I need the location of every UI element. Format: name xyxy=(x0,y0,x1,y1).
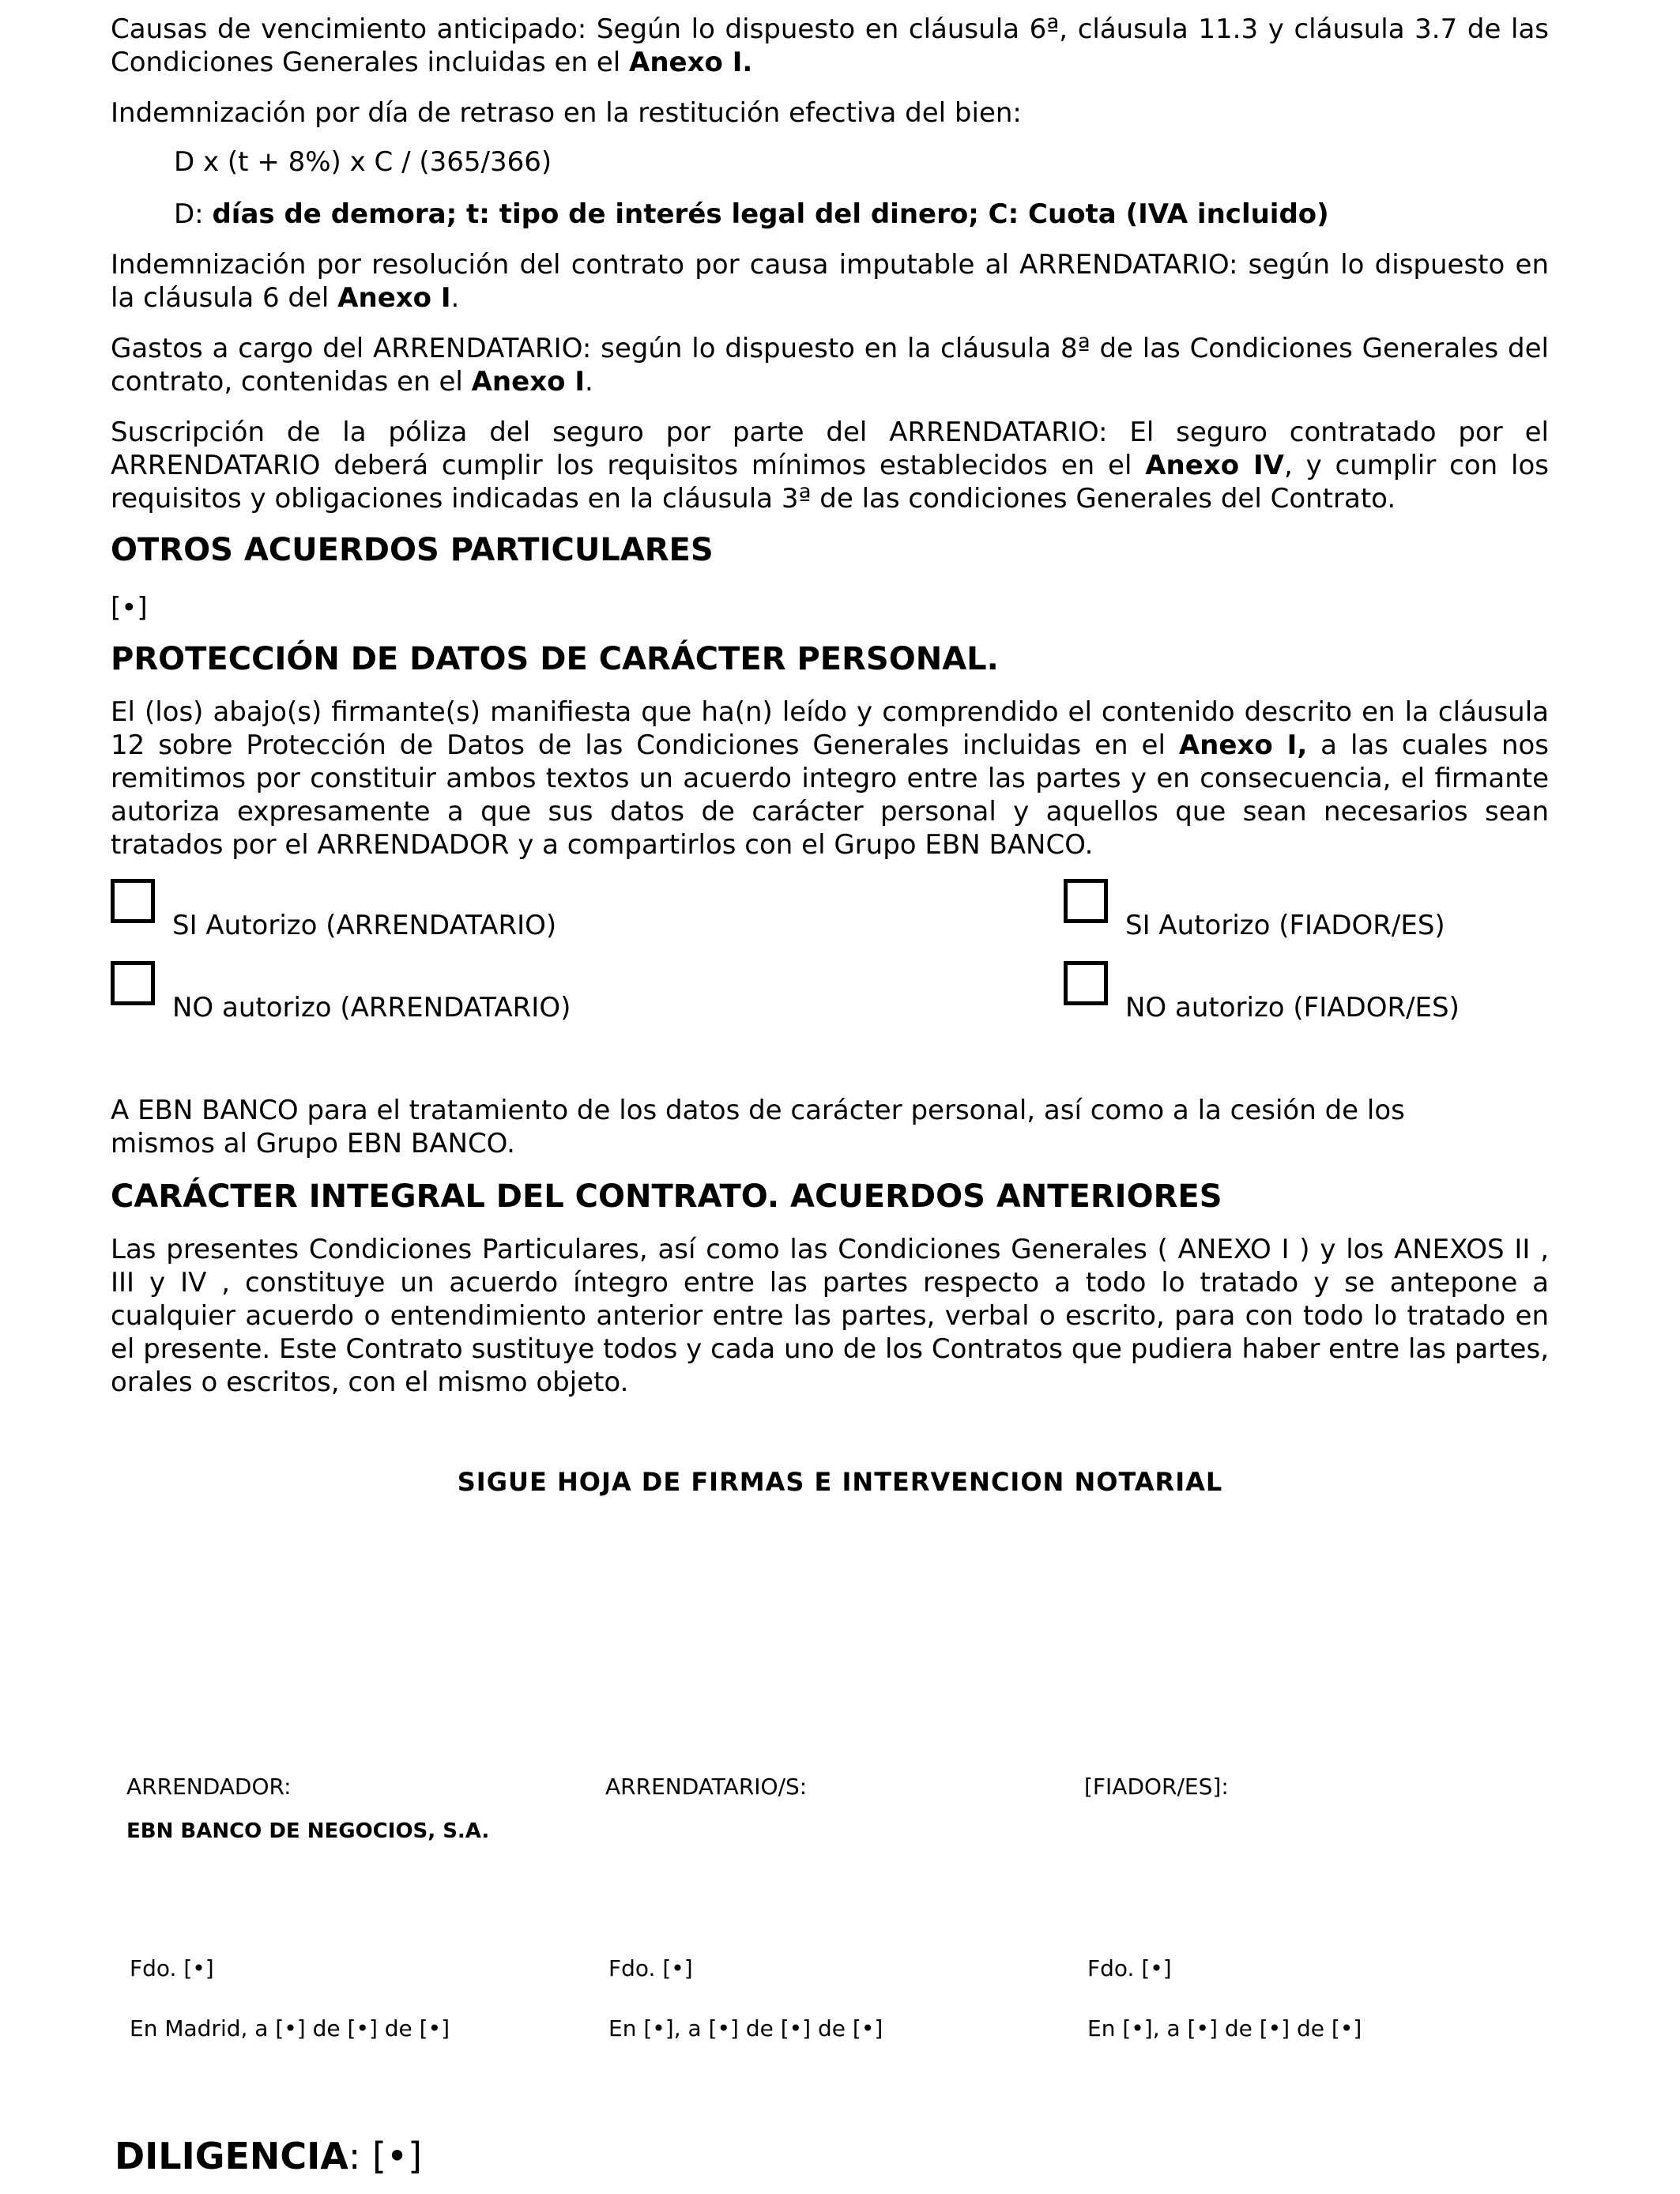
seguro-text-c: , y cumplir con los requisitos y obligaciones indicadas en la cláusula 3ª de las condiciones Generales del Contrato. xyxy=(111,450,1550,515)
otros-acuerdos-value: [•] xyxy=(111,592,148,624)
caracter-integral-heading: CARÁCTER INTEGRAL DEL CONTRATO. ACUERDOS ANTERIORES xyxy=(111,1178,1222,1215)
gastos-paragraph xyxy=(111,332,1549,398)
arrendador-label: ARRENDADOR: xyxy=(126,1774,292,1800)
diligencia-line xyxy=(115,2134,422,2178)
formula-def-prefix: D: xyxy=(174,198,213,230)
seguro-text-a: Suscripción de la póliza del seguro por parte del ARRENDATARIO: El seguro contratado por el ARRENDATARIO deberá cumplir los requisitos mínimos establecidos en el xyxy=(111,417,1549,481)
anexo-ref: Anexo I, xyxy=(1178,729,1308,761)
anexo-ref: Anexo I xyxy=(471,366,585,398)
proteccion-text-a: El (los) abajo(s) firmante(s) manifiesta que ha(n) leído y comprendido el contenido descrito en la cláusula 12 sobre Protección de Datos de las Condiciones Generales incluidas en el xyxy=(111,696,1549,761)
no-fiador-label: NO autorizo (FIADOR/ES) xyxy=(1125,992,1460,1023)
si-arrendatario-label: SI Autorizo (ARRENDATARIO) xyxy=(172,910,557,941)
caracter-integral-paragraph: Las presentes Condiciones Particulares, así como las Condiciones Generales ( ANEXO I ) y los ANEXOS II , III y IV , constituye un acuerdo íntegro entre las partes respecto a todo lo tratado y se antepone a cualquier acuerdo o entendimiento anterior entre las partes, verbal o escrito, para con todo lo tratado en el presente. Este Contrato sustituye todos y cada uno de los Contratos que pudiera haber entre las partes, orales o escritos, con el mismo objeto. xyxy=(111,1234,1549,1398)
proteccion-text-c: a las cuales nos remitimos por constituir ambos textos un acuerdo integro entre las partes y en consecuencia, el firmante autoriza expresamente a que sus datos de carácter personal y aquellos que sean necesarios sean tratados por el ARRENDADOR y a compartirlos con el Grupo EBN BANCO. xyxy=(111,729,1550,861)
fiador-fdo: Fdo. [•] xyxy=(1087,1955,1172,1981)
fiador-place-date: En [•], a [•] de [•] de [•] xyxy=(1087,2015,1362,2041)
formula-definition xyxy=(174,198,1612,231)
indemnizacion-retraso-paragraph: Indemnización por día de retraso en la restitución efectiva del bien: xyxy=(111,97,1022,129)
si-arrendatario-checkbox[interactable] xyxy=(111,879,155,923)
cesion-paragraph: A EBN BANCO para el tratamiento de los datos de carácter personal, así como a la cesión de los mismos al Grupo EBN BANCO. xyxy=(111,1095,1405,1159)
indemnizacion-resolucion-paragraph xyxy=(111,248,1549,315)
formula: D x (t + 8%) x C / (365/366) xyxy=(174,146,552,178)
arrendatario-label: ARRENDATARIO/S: xyxy=(605,1774,808,1800)
diligencia-label: DILIGENCIA xyxy=(115,2135,348,2177)
arrendador-fdo: Fdo. [•] xyxy=(130,1955,214,1981)
proteccion-datos-heading: PROTECCIÓN DE DATOS DE CARÁCTER PERSONAL. xyxy=(111,641,999,677)
no-arrendatario-label: NO autorizo (ARRENDATARIO) xyxy=(172,992,571,1023)
gastos-text: Gastos a cargo del ARRENDATARIO: según lo dispuesto en la cláusula 8ª de las Condiciones Generales del contrato, contenidas en el xyxy=(111,333,1549,398)
fiador-label: [FIADOR/ES]: xyxy=(1084,1774,1229,1800)
anexo-ref: Anexo I. xyxy=(629,47,753,78)
anexo-ref: Anexo I xyxy=(337,282,451,314)
resolucion-text: Indemnización por resolución del contrato por causa imputable al ARRENDATARIO: según lo dispuesto en la cláusula 6 del xyxy=(111,249,1549,314)
sigue-hoja-firmas: SIGUE HOJA DE FIRMAS E INTERVENCION NOTARIAL xyxy=(457,1467,1223,1497)
anexo-ref: Anexo IV xyxy=(1145,450,1284,481)
vencimiento-paragraph xyxy=(111,13,1549,79)
arrendatario-place-date: En [•], a [•] de [•] de [•] xyxy=(608,2015,883,2041)
otros-acuerdos-heading: OTROS ACUERDOS PARTICULARES xyxy=(111,532,714,568)
arrendatario-fdo: Fdo. [•] xyxy=(608,1955,693,1981)
no-fiador-checkbox[interactable] xyxy=(1064,961,1108,1005)
diligencia-value: : [•] xyxy=(348,2135,423,2177)
period: . xyxy=(584,366,593,398)
no-arrendatario-checkbox[interactable] xyxy=(111,961,155,1005)
period: . xyxy=(450,282,460,314)
vencimiento-text: Causas de vencimiento anticipado: Según lo dispuesto en cláusula 6ª, cláusula 11.3 y cláusula 3.7 de las Condiciones Generales incluidas en el xyxy=(111,13,1549,78)
formula-def-bold: días de demora; t: tipo de interés legal del dinero; C: Cuota (IVA incluido) xyxy=(212,198,1329,230)
si-fiador-checkbox[interactable] xyxy=(1064,879,1108,923)
arrendador-place-date: En Madrid, a [•] de [•] de [•] xyxy=(130,2015,450,2041)
proteccion-paragraph xyxy=(111,696,1549,861)
si-fiador-label: SI Autorizo (FIADOR/ES) xyxy=(1125,910,1445,941)
arrendador-name: EBN BANCO DE NEGOCIOS, S.A. xyxy=(126,1819,490,1843)
seguro-paragraph xyxy=(111,416,1549,515)
